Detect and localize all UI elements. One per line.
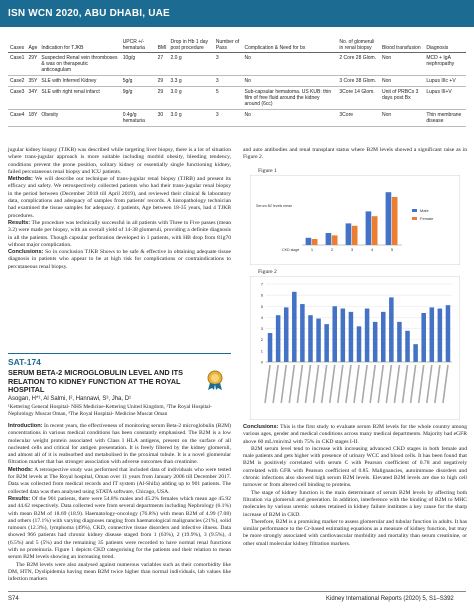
methods-label: Methods: [8, 466, 33, 473]
bar [372, 216, 378, 245]
table-cell: MCD + IgA nephropathy [426, 55, 455, 67]
table-cell: No [244, 55, 251, 61]
table-cell: Sub-capsular hematoma. US KUB: thin film of free fluid around the kidney around (6cc) [244, 89, 332, 107]
conclusions-text: So in conclusion TJKB Shows to be safe & effective in obtaining adequate tissue diagnosis in patients who appear to be at high risk for complications or contraindications to percutaneous renal biopsy. [8, 249, 231, 270]
results-text: Of the 901 patients, there were 54.8% males and 45.2% females which mean age 45.92 and 44.62 respectively. Data collected were from several departments including Nephrology (6.1%) with mean B2M of 18.69 (18.9). Haematology-oncology (76.8%) with mean B2M of 4.99 (7.08) and others (17.1%) with varying diagnoses ranging from haematological malignancies (21%), solid tumours (12.3%), lymphoma (49%), CKD, connective tissue disorders and infective illness. Data showed 966 patients had chronic kidney disease staged from 1 (63%), 2 (19.9%), 3 (9.5%), 4 (6.5%) and 5 (5%) and the remaining 35 patients were recorded to have normal renal functions with no proteinuria. Figure 1 depicts CKD categorising for the patients and their relation to mean serum B2M levels showing an increasing trend. [8, 495, 231, 561]
bar [332, 306, 337, 362]
bar [366, 211, 372, 245]
bar [352, 226, 358, 245]
bar [316, 319, 321, 362]
intro-text: In recent years, the effectiveness of monitoring serum Beta-2 microglobulin (B2M) concentrations in various medical conditions has been constantly emphasised. The B2M is a low molecular weight protein associated with Class I HLA antigens, present on the surface of all nucleated cells and critical for antigen presentation. It is freely filtered by the kidney glomeruli, and almost all of it is reabsorbed and metabolised in the proximal tubule. It is a novel glomerular filtration marker that has stronger association with adverse outcomes than creatinine. [8, 423, 231, 466]
table-cell: 0.4g/g hematuria [122, 112, 145, 124]
header-bar [0, 0, 474, 27]
table-cell: 35Y [28, 78, 38, 84]
affiliations: ¹Kettering General Hospital- NHS Medicine-Kettering United Kingdom, ²The Royal Hospital- Nephrology Muscat Oman, ³The Royal Hospital- Medicine Muscat Oman [8, 404, 212, 417]
methods-text: A retrospective study was performed that included data of individuals who were tested for B2M levels at The Royal hospital, Oman over 11 years from January 2006 till December 2017. Data was collected from medical records and IT system (Al-Shifa) adding up to 901 patients. The collected data was then analysed using STATA software, Chicago, USA. [8, 466, 231, 495]
abstract-id: SAT-174 [8, 357, 41, 367]
table-header-cell: Drop in Hb 1 day post procedure [168, 38, 213, 53]
footer-divider [8, 591, 466, 592]
bar [284, 307, 289, 362]
bar [413, 344, 418, 362]
paragraph: B2M serum level tend to increase with increasing advanced CKD stages in both female and male patients and gets higher with presence of urinary WCC and blood cells. It has been found that B2M is positively correlated with serum C with Pearson coefficient of 0.78 and negatively correlated with GFR with Pearson coefficient of 0.85. Malignancies, autoimmune disorders and chronic infections also showed high serum B2M levels. Elevated B2M levels are due to high cell turnover or from altered cell binding to proteins. [243, 445, 467, 489]
table-cell: No [244, 112, 251, 118]
table-cell: 29 [157, 89, 164, 95]
y-tick-label: 5 [260, 303, 263, 309]
y-tick-label: 7 [260, 281, 263, 287]
table-cell: Obesity [41, 112, 59, 118]
journal-citation: Kidney International Reports (2020) 5, S1–S392 [326, 596, 454, 602]
bar [446, 305, 451, 362]
y-tick-label: 6 [260, 292, 263, 298]
bar [306, 238, 312, 245]
bar [346, 223, 352, 245]
table-cell: Lupus IIIc +V [426, 78, 456, 84]
table-cell: Non [381, 55, 392, 61]
x-tick-label: 1 [310, 247, 314, 252]
left-column-text [8, 147, 231, 271]
paragraph: and auto antibodies and renal transplant status where B2M levels showed a significant raise as in Figure 2. [243, 147, 467, 161]
table-header-cell: Cases [8, 38, 26, 53]
award-badge-icon [204, 369, 226, 391]
y-tick-label: 4 [260, 314, 263, 320]
table-header-cell: No. of glomeruli in renal biopsy [337, 38, 380, 53]
x-tick-label: 4 [370, 247, 374, 252]
bar [292, 292, 297, 362]
bar [430, 307, 435, 362]
header-title: ISN WCN 2020, ABU DHABI, UAE [8, 8, 170, 19]
table-cell: 5 [215, 89, 219, 95]
figure-2-chart [250, 276, 460, 420]
table-cell: 18Y [28, 112, 38, 118]
legend-swatch [412, 209, 417, 212]
bar [276, 315, 281, 362]
bar [268, 333, 273, 362]
conclusions-label: Conclusions: [243, 424, 279, 430]
x-axis-label: CKD stage [282, 248, 300, 252]
bar [357, 326, 362, 362]
paragraph [8, 176, 231, 220]
right-column-text [243, 424, 467, 548]
table-cell: 2.0 g [170, 55, 182, 61]
figure-2-title: Figure 2 [258, 269, 277, 275]
bar [324, 324, 329, 362]
results-text: The procedure was technically successful in all patients with Three to Five passes (mean 3.2) were made per biopsy, with an overall yield of 14-38 glomeruli, providing a definite diagnosis in all the patients. Though capsular perforation developed in 1 patients, with HB drop from 81g70 without major complication. [8, 219, 231, 248]
bar [392, 197, 398, 245]
table-cell: 3Core 14 Glom. [339, 89, 375, 95]
bar [381, 312, 386, 362]
paragraph: The stage of kidney function is the main determinant of serum B2M levels by affecting both filtration via glomeruli and generation. In addition, interference with the binding of B2M to MHC molecules by various uremic solutes retained in kidney failure institutes a key cause for the sharp increase of B2M in CKD. [243, 489, 467, 518]
table-cell: Non [381, 78, 392, 84]
cases-table [8, 38, 466, 127]
table-cell: 3.0 g [170, 112, 182, 118]
results-label: Results: [8, 495, 31, 502]
methods-text: We will describe our technique of trans-jugular renal biopsy (TJRB) and present its efficacy and safety. We retrospectively collected patients who had their trans-jugular renal biopsy in the period between (December 2018 till April 2019), and reviewed their clinical & laboratory data, complications and adequacy of samples from patients' records. A histopathology technician had examined the tissue samples for adequacy. 4 patients, Age between 18-35 years, had 4 TJKB procedures. [8, 176, 231, 219]
bar [365, 309, 370, 362]
table-cell: 30 [157, 112, 164, 118]
bar [405, 331, 410, 362]
table-cell: Case2 [10, 78, 25, 84]
legend-swatch [412, 217, 417, 220]
table-header-row [8, 38, 466, 53]
left-column-abstract [8, 423, 231, 584]
bar [308, 315, 313, 362]
table-cell: 3Core [339, 112, 354, 118]
table-cell: 2 Core 28 Glom. [339, 55, 377, 61]
paragraph [8, 467, 231, 496]
paragraph [8, 220, 231, 249]
methods-label: Methods: [8, 176, 33, 183]
table-cell: Case1 [10, 55, 25, 61]
table-cell: 5g/g [122, 78, 133, 84]
paragraph [8, 423, 231, 467]
bar [397, 322, 402, 362]
y-tick-label: 0 [260, 359, 263, 365]
paragraph: jugular kidney biopsy (TJKB) was described while targeting liver biopsy, there is a lot of situation where trans-jugular approach is more suitable including morbid obesity, bleeding tendency, conditions prevent the prone position, solitary kidney or essentially single functioning kidney, failed percutaneous renal biopsy and ICU patients. [8, 147, 231, 175]
figure-1-title: Figure 1 [258, 168, 277, 174]
table-cell: Case4 [10, 112, 25, 118]
table-cell: 3.3 g [170, 78, 182, 84]
table-cell: 3 [215, 78, 219, 84]
figure-1-chart [250, 175, 460, 265]
table-header-cell: Age [26, 38, 39, 53]
authors: Asogan, H*¹, Al Salmi, I², Hannawi, S³, Jha, D¹ [8, 396, 132, 402]
table-row [8, 53, 466, 76]
bar [300, 304, 305, 362]
table-cell: 9g/g [122, 89, 133, 95]
bar [312, 239, 318, 245]
y-tick-label: 2 [260, 337, 263, 343]
table-cell: Case3 [10, 89, 25, 95]
table-row [8, 87, 466, 110]
right-column-top [243, 147, 467, 162]
table-cell: SLE with Inferred Kidney [41, 78, 97, 84]
table-body [8, 53, 466, 127]
table-cell: 3 [215, 112, 219, 118]
table-cell: Unit of PRBCs 3 days post Bx [381, 89, 419, 101]
paragraph: The B2M levels were also analysed against numerous variables such as their comorbidity like DM, HTN, Dyslipidemia having mean B2M twice higher than normal individuals, lab values like infection markers [8, 561, 231, 583]
bar [332, 235, 338, 245]
table-row [8, 110, 466, 127]
table-header-cell: Number of Pass [214, 38, 243, 53]
bar [326, 233, 332, 245]
table-cell: Suspected Renal vein thromboses & was on therapeutic anticoagulam [41, 55, 118, 73]
abstract-title: SERUM BETA-2 MICROGLOBULIN LEVEL AND ITS RELATION TO KIDNEY FUNCTION AT THE ROYAL HOSPITAL [8, 368, 183, 395]
y-tick-label: 1 [260, 348, 263, 354]
bar [421, 313, 426, 362]
x-tick-label: 3 [350, 247, 354, 252]
table-header-cell: BMI [156, 38, 169, 53]
table-cell: 29 [157, 78, 164, 84]
y-axis-label: Serum B2 levels mean [256, 204, 293, 208]
bar [341, 309, 346, 362]
table-header-cell: Complication & Need for bx [242, 38, 337, 53]
paragraph: Therefore, B2M is a promising marker to assess glomerular and tubular function in adults. It has similar performance to the Cr-based estimating equations as a measure of kidney function, but may be more strongly associated with cardiovascular morbidity and mortality than serum creatinine, or other small molecular kidney filtration markers. [243, 518, 467, 547]
legend-label: Male [420, 208, 429, 213]
conclusions-label: Conclusions: [8, 249, 44, 256]
bar [438, 309, 443, 362]
table-cell: 3 [215, 55, 219, 61]
table-cell: 34Y [28, 89, 38, 95]
table-header-cell: UPCR +/- hematuria [121, 38, 156, 53]
table-row [8, 76, 466, 87]
intro-label: Introduction: [8, 423, 43, 429]
results-label: Results: [8, 219, 31, 226]
x-tick-label: 5 [390, 247, 394, 252]
page-number: S74 [8, 596, 19, 602]
bar [386, 192, 392, 245]
table-cell: SLE with right renal infarct [41, 89, 100, 95]
table-header-cell: Blood transfusion [380, 38, 424, 53]
table-cell: 10g/g [122, 55, 136, 61]
section-divider [8, 353, 231, 354]
table-cell: 3.0 g [170, 89, 182, 95]
bar [349, 312, 354, 362]
table-cell: Lupus III+V [426, 89, 452, 95]
bar [373, 322, 378, 362]
table-header-cell: Indication for TJKB [39, 38, 120, 53]
table-cell: 3 Core 38 Glom. [339, 78, 377, 84]
table-header-cell: Diagnosis [424, 38, 466, 53]
table-cell: Thin membrane disease [426, 112, 462, 124]
conclusions-text: This is the first study to evaluate serum B2M levels for the whole country among various ages, gender and medical conditions across many medical departments. Majority had eGFR above 60 mL/min/m2 with 75% in CKD stages I-II. [243, 424, 467, 445]
table-cell: No [244, 78, 251, 84]
paragraph [8, 496, 231, 562]
legend-label: Female [420, 216, 434, 221]
table-cell: 27 [157, 55, 164, 61]
table-cell: Non [381, 112, 392, 118]
paragraph [243, 424, 467, 446]
y-tick-label: 3 [260, 326, 263, 332]
paragraph [8, 249, 231, 271]
bar [389, 297, 394, 362]
table-cell: 29Y [28, 55, 38, 61]
x-tick-label: 2 [330, 247, 334, 252]
